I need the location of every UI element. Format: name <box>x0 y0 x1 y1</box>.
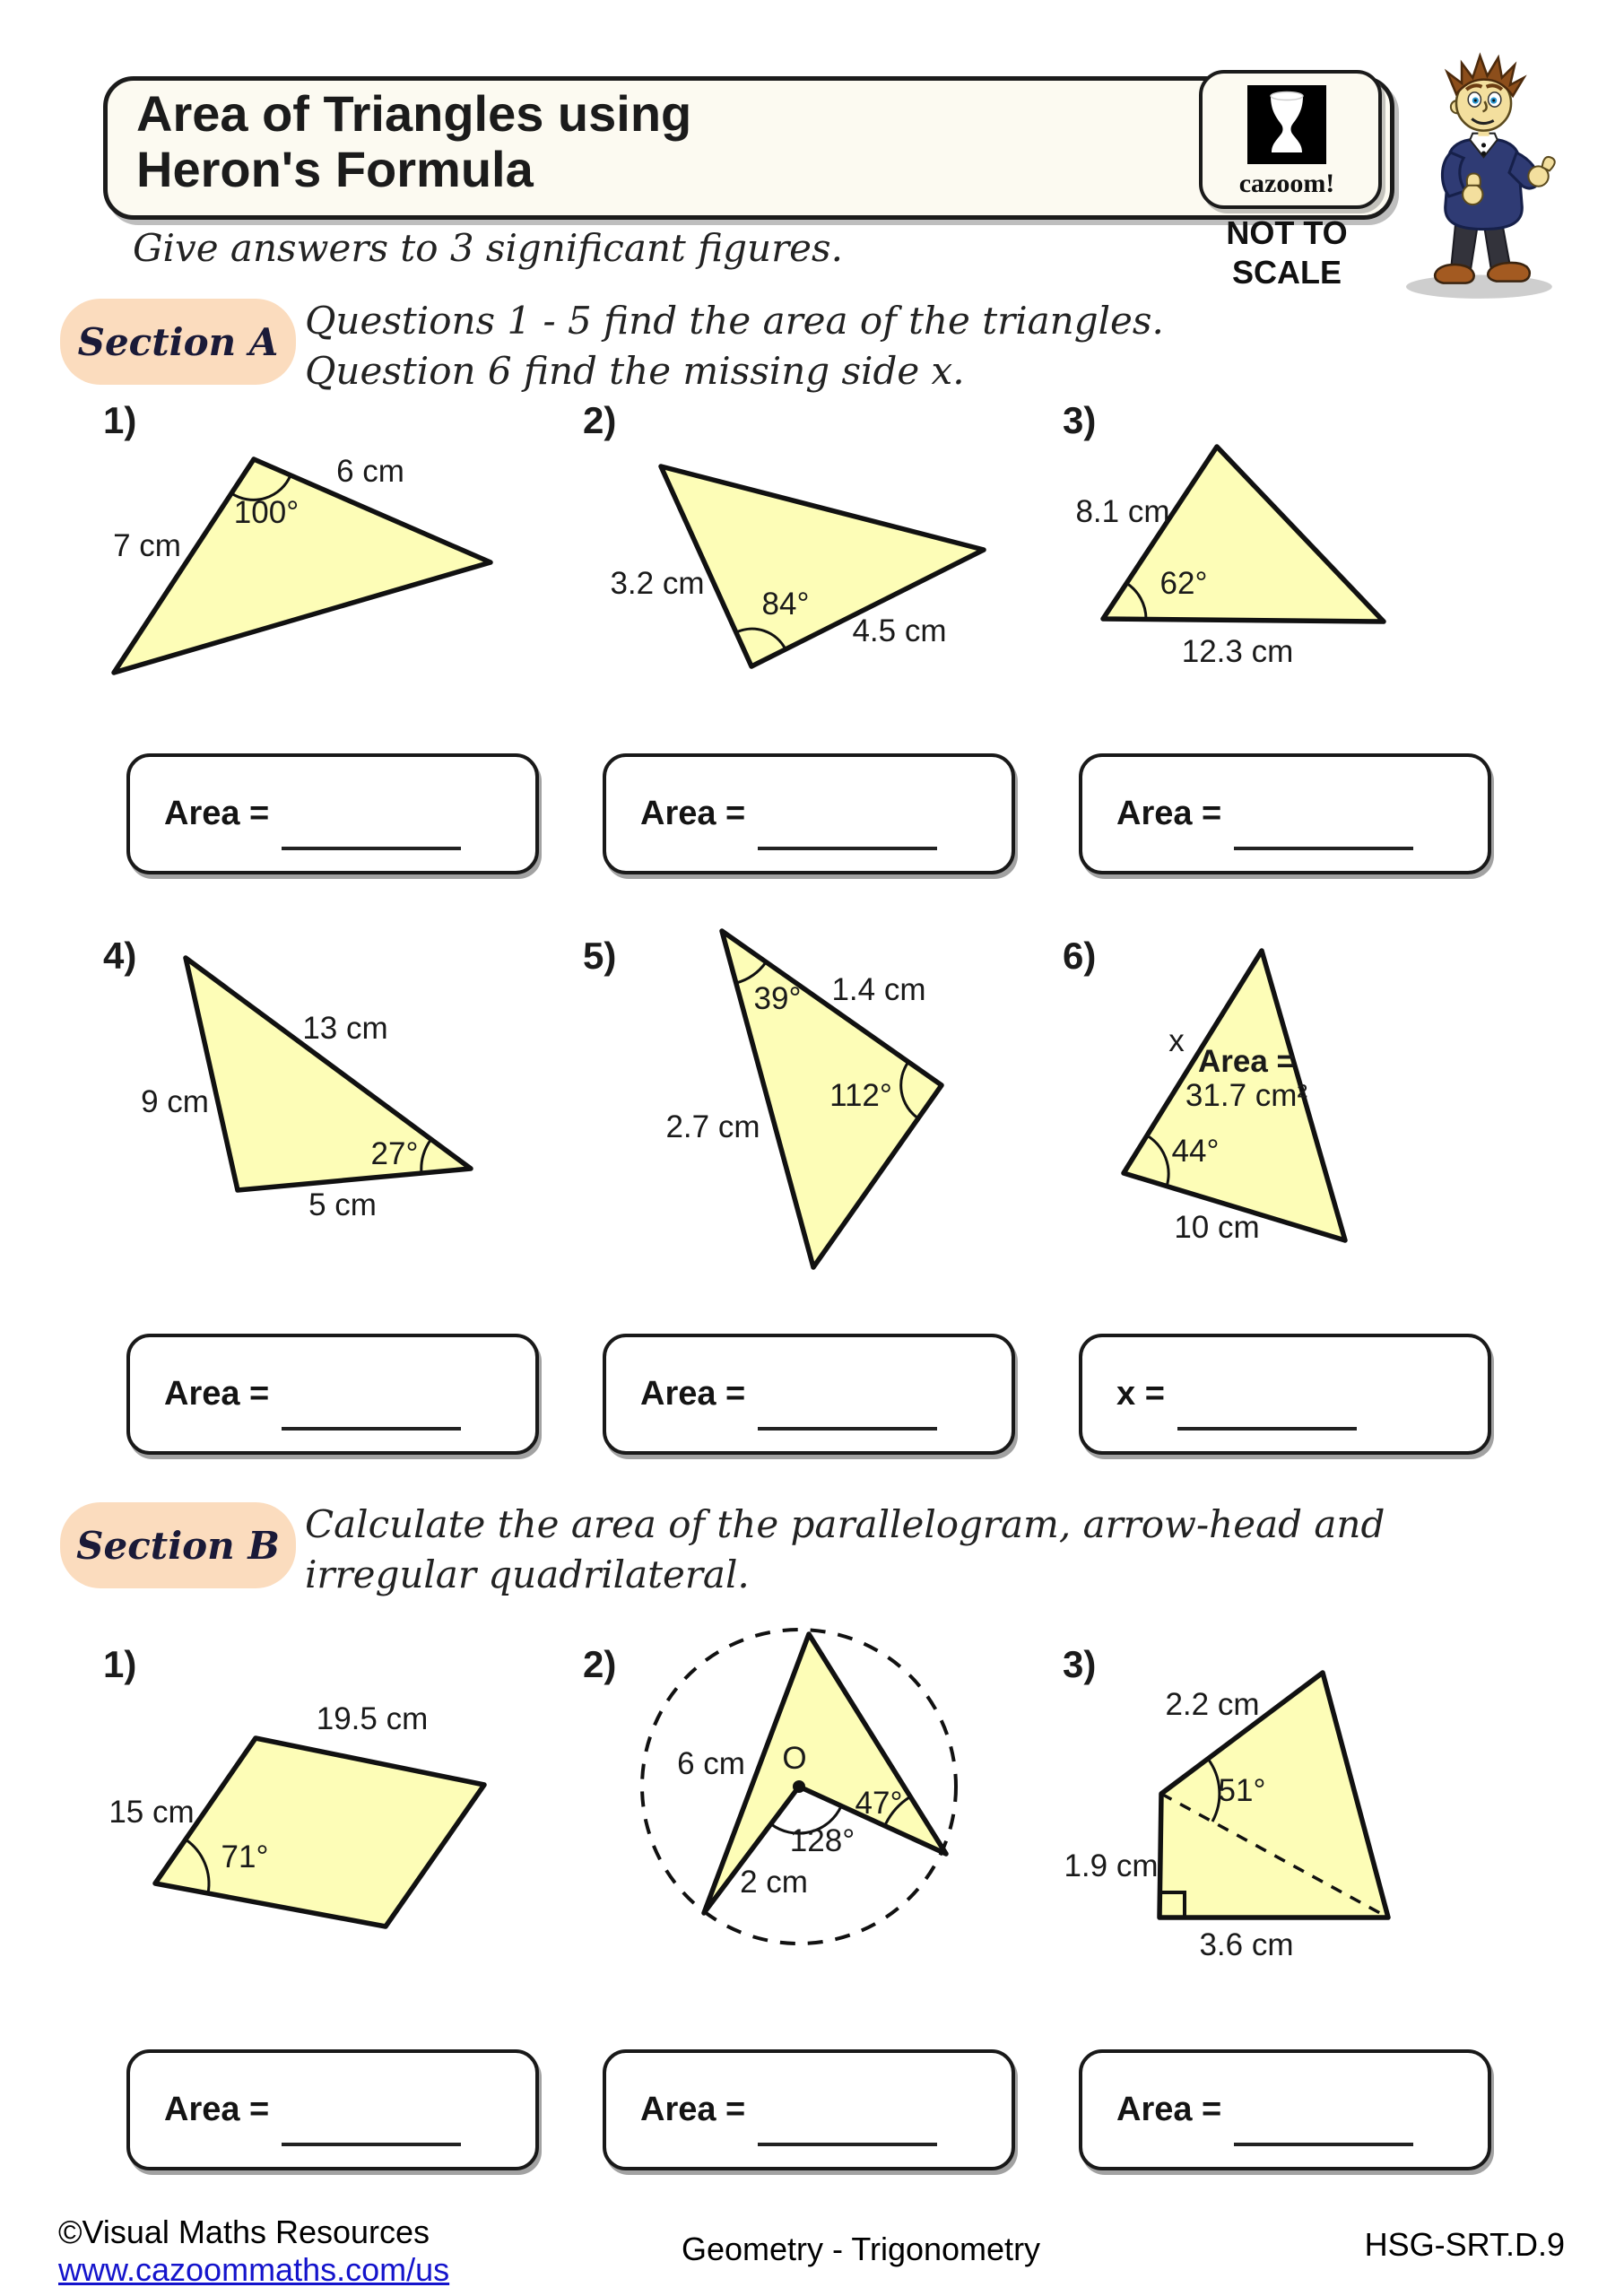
answer-a1-label: Area = <box>164 795 270 832</box>
parallelogram-side-left-label: 15 cm <box>109 1795 195 1830</box>
intro-text: Give answers to 3 significant figures. <box>133 226 843 270</box>
triangle-a3-side-bottom-label: 12.3 cm <box>1181 634 1294 669</box>
answer-a6-label: x = <box>1116 1375 1165 1413</box>
triangle-a3-angle-label: 62° <box>1159 566 1208 601</box>
triangle-a4-side-left-label: 9 cm <box>141 1084 209 1119</box>
figure-b2 <box>565 1623 1013 2005</box>
footer-link[interactable]: www.cazoommaths.com/us <box>58 2251 450 2288</box>
answer-b2-blank[interactable] <box>758 2074 937 2146</box>
figure-a1 <box>85 430 534 704</box>
triangle-a6-area-label: Area = <box>1198 1044 1295 1079</box>
question-b2-number: 2) <box>583 1643 617 1685</box>
mascot-illustration <box>1392 47 1576 307</box>
triangle-a4-side-top-label: 13 cm <box>302 1011 388 1046</box>
page-title-line2: Heron's Formula <box>136 141 534 197</box>
arrowhead-radius-bottom-label: 2 cm <box>740 1865 808 1900</box>
answer-box-a4 <box>126 1334 539 1455</box>
answer-box-a2 <box>603 753 1015 874</box>
triangle-a5-side-top-label: 1.4 cm <box>831 972 926 1007</box>
triangle-a1-angle-label: 100° <box>233 495 300 530</box>
footer-copyright: ©Visual Maths Resources <box>58 2213 430 2250</box>
page-title <box>136 86 691 197</box>
parallelogram-side-top-label: 19.5 cm <box>316 1701 429 1736</box>
parallelogram-angle-label: 71° <box>221 1839 269 1874</box>
question-a4-number: 4) <box>103 935 137 977</box>
cazoom-vase-icon <box>1247 85 1326 164</box>
answer-b2-label: Area = <box>640 2091 746 2128</box>
answer-a2-label: Area = <box>640 795 746 832</box>
footer-code: HSG-SRT.D.9 <box>1364 2226 1565 2263</box>
triangle-a4-side-bottom-label: 5 cm <box>308 1187 377 1222</box>
answer-box-a3 <box>1079 753 1491 874</box>
triangle-a1-side-left-label: 7 cm <box>113 528 181 563</box>
triangle-a2-side-left-label: 3.2 cm <box>610 566 705 601</box>
triangle-a3-shape <box>1103 447 1384 622</box>
answer-b1-label: Area = <box>164 2091 270 2128</box>
triangle-a5-side-left-label: 2.7 cm <box>665 1109 760 1144</box>
section-a-instructions: Questions 1 - 5 find the area of the triangles. Question 6 find the missing side x. <box>305 299 1164 393</box>
answer-a6-blank[interactable] <box>1177 1359 1357 1431</box>
circle-center-dot <box>793 1780 805 1793</box>
triangle-a2-side-right-label: 4.5 cm <box>852 613 947 648</box>
answer-a2-blank[interactable] <box>758 778 937 850</box>
answer-a4-blank[interactable] <box>282 1359 461 1431</box>
triangle-a4-shape <box>186 958 471 1190</box>
mascot-shadow <box>1406 274 1552 298</box>
triangle-a6-x-label: x <box>1168 1023 1185 1058</box>
answer-box-b2 <box>603 2049 1015 2170</box>
quadrilateral-angle-label: 51° <box>1218 1773 1266 1808</box>
quadrilateral-side-top-label: 2.2 cm <box>1165 1687 1260 1722</box>
triangle-a2-angle-label: 84° <box>761 587 810 622</box>
figure-a6 <box>1045 924 1547 1269</box>
circle-center-label: O <box>782 1741 807 1776</box>
question-a3-number: 3) <box>1063 399 1097 441</box>
section-a-pill <box>60 299 296 385</box>
arrowhead-radius-left-label: 6 cm <box>677 1746 745 1781</box>
quadrilateral-side-bottom-label: 3.6 cm <box>1199 1927 1294 1962</box>
question-b1-number: 1) <box>103 1643 137 1685</box>
page-title-line1: Area of Triangles using <box>136 85 692 142</box>
answer-box-b3 <box>1079 2049 1491 2170</box>
answer-b3-blank[interactable] <box>1234 2074 1413 2146</box>
answer-box-b1 <box>126 2049 539 2170</box>
question-a5-number: 5) <box>583 935 617 977</box>
answer-a3-blank[interactable] <box>1234 778 1413 850</box>
triangle-a6-area-value: 31.7 cm² <box>1185 1078 1308 1113</box>
figure-b1 <box>85 1686 551 1996</box>
section-b-pill <box>60 1502 296 1588</box>
footer-subject: Geometry - Trigonometry <box>681 2231 1041 2267</box>
arrowhead-angle-right-label: 47° <box>855 1786 903 1821</box>
triangle-a1-shape <box>114 459 491 673</box>
triangle-a6-angle-label: 44° <box>1171 1134 1220 1169</box>
answer-a1-blank[interactable] <box>282 778 461 850</box>
section-b-instructions: Calculate the area of the parallelogram, arrow-head and irregular quadrilateral. <box>305 1502 1385 1596</box>
answer-a5-label: Area = <box>640 1375 746 1413</box>
answer-box-a5 <box>603 1334 1015 1455</box>
figure-a5 <box>565 924 1013 1287</box>
figure-a4 <box>85 924 534 1251</box>
section-a-label: Section A <box>77 319 279 364</box>
question-a2-number: 2) <box>583 399 617 441</box>
answer-a4-label: Area = <box>164 1375 270 1413</box>
answer-b1-blank[interactable] <box>282 2074 461 2146</box>
answer-box-a1 <box>126 753 539 874</box>
answer-box-a6 <box>1079 1334 1491 1455</box>
quadrilateral-side-left-label: 1.9 cm <box>1064 1848 1159 1883</box>
not-to-scale-label: NOT TO SCALE <box>1226 214 1348 291</box>
cazoom-logo-text: cazoom! <box>1238 169 1335 198</box>
question-b3-number: 3) <box>1063 1643 1097 1685</box>
answer-a5-blank[interactable] <box>758 1359 937 1431</box>
triangle-a6-side-bottom-label: 10 cm <box>1174 1210 1260 1245</box>
figure-a3 <box>1045 430 1547 704</box>
figure-a2 <box>565 430 1013 704</box>
question-a1-number: 1) <box>103 399 137 441</box>
figure-b3 <box>1045 1659 1547 1969</box>
answer-a3-label: Area = <box>1116 795 1222 832</box>
arrowhead-angle-center-label: 128° <box>789 1823 855 1858</box>
answer-b3-label: Area = <box>1116 2091 1222 2128</box>
triangle-a5-angle-top-label: 39° <box>753 981 802 1016</box>
triangle-a1-side-top-label: 6 cm <box>336 454 404 489</box>
triangle-a5-angle-right-label: 112° <box>829 1078 892 1113</box>
triangle-a4-angle-label: 27° <box>370 1136 419 1171</box>
triangle-a3-side-left-label: 8.1 cm <box>1075 494 1170 529</box>
question-a6-number: 6) <box>1063 935 1097 977</box>
parallelogram-shape <box>155 1738 484 1926</box>
section-b-label: Section B <box>76 1523 280 1568</box>
